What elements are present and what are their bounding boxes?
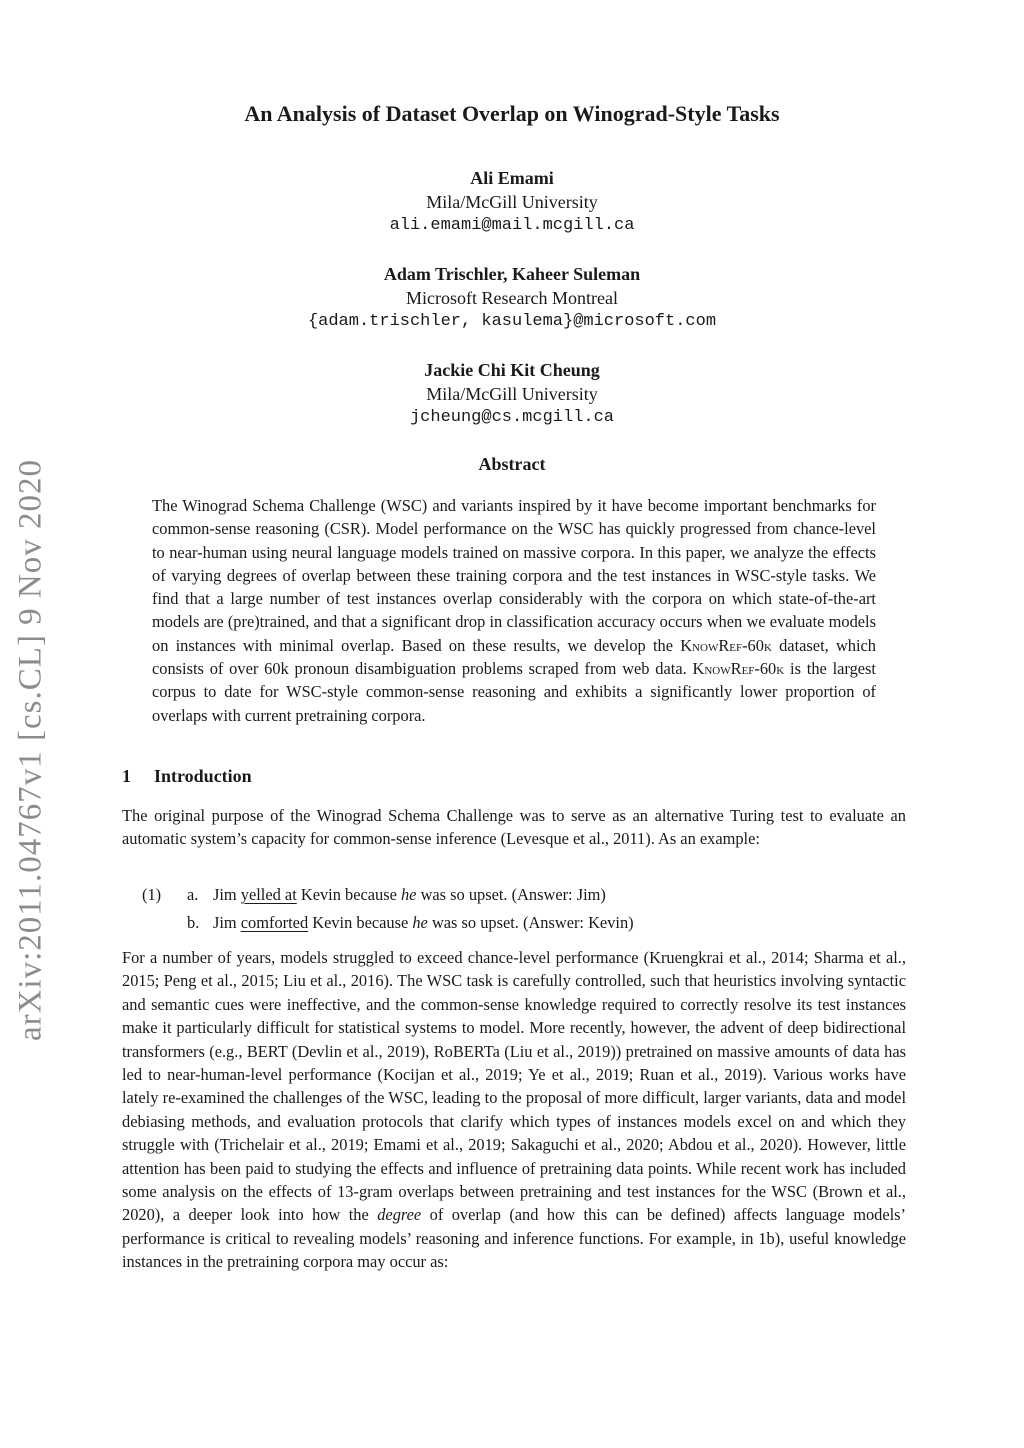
arxiv-stamp-text: arXiv:2011.04767v1 [cs.CL] 9 Nov 2020 [12, 458, 49, 1042]
abstract-heading: Abstract [478, 454, 546, 474]
example-pronoun: he [412, 913, 428, 932]
section-heading [122, 766, 252, 787]
abstract-text: The Winograd Schema Challenge (WSC) and variants inspired by it have become important benchmarks for common-sense reasoning (CSR). Model performance on the WSC has quickly progressed from chance-level to near-human using neural language models trained on massive corpora. In this paper, we analyze the effects of varying degrees of overlap between these training corpora and the test instances in WSC-style tasks. We find that a large number of test instances overlap considerably with the corpora on which state-of-the-art models are (pre)trained, and that a significant drop in classification accuracy occurs when we evaluate models on instances with minimal overlap. Based on these results, we develop the KnowRef-60k dataset, which consists of over 60k pronoun disambiguation problems scraped from web data. KnowRef-60k is the largest corpus to date for WSC-style common-sense reasoning and exhibits a significantly lower proportion of overlaps with current pretraining corpora. [152, 496, 876, 725]
dataset-name: KnowRef-60k [680, 635, 772, 655]
author-email: jcheung@cs.mcgill.ca [409, 408, 615, 427]
author-name: Adam Trischler, Kaheer Suleman [383, 264, 641, 284]
intro-paragraph-1: The original purpose of the Winograd Schema Challenge was to serve as an alternative Turing test to evaluate an automatic system’s capacity for common-sense inference (Levesque et al., 2011). As an example: [122, 806, 906, 849]
author-email: {adam.trischler, kasulema}@microsoft.com [307, 312, 717, 331]
example-verb: yelled at [240, 885, 297, 904]
author-email: ali.emami@mail.mcgill.ca [389, 216, 635, 235]
example-sentence: Jim yelled at Kevin because he was so upset. (Answer: Jim) [213, 885, 606, 904]
author-block-3 [0, 358, 1024, 430]
example-label: a. [187, 885, 199, 904]
author-affiliation: Mila/McGill University [426, 192, 598, 212]
example-label: b. [187, 913, 200, 932]
author-block-1 [0, 166, 1024, 238]
example-pronoun: he [400, 885, 417, 904]
author-block-2 [0, 262, 1024, 334]
author-name: Ali Emami [470, 168, 554, 188]
dataset-name: KnowRef-60k [692, 659, 785, 679]
author-affiliation: Mila/McGill University [426, 384, 598, 404]
intro-paragraph-2: For a number of years, models struggled to exceed chance-level performance (Kruengkrai et al., 2014; Sharma et al., 2015; Peng et al., 2015; Liu et al., 2016). The WSC task is carefully controlled, such that heuristics involving syntactic and semantic cues were ineffective, and the common-sense knowledge required to correctly resolve its test instances make it particularly difficult for statistical systems to model. More recently, however, the advent of deep bidirectional transformers (e.g., BERT (Devlin et al., 2019), RoBERTa (Liu et al., 2019)) pretrained on massive amounts of data has led to near-human-level performance (Kocijan et al., 2019; Ye et al., 2019; Ruan et al., 2019). Various works have lately re-examined the challenges of the WSC, leading to the proposal of more difficult, larger variants, data and model debiasing methods, and evaluation protocols that clarify which types of instances models excel on and which they struggle with (Trichelair et al., 2019; Emami et al., 2019; Sakaguchi et al., 2020; Abdou et al., 2020). However, little attention has been paid to studying the effects and influence of pretraining data points. While recent work has included some analysis on the effects of 13-gram overlaps between pretraining and test instances for the WSC (Brown et al., 2020), a deeper look into how the degree of overlap (and how this can be defined) affects language models’ performance is critical to revealing models’ reasoning and inference functions. For example, in 1b), useful knowledge instances in the pretraining corpora may occur as: [122, 948, 906, 1272]
arxiv-stamp [2, 455, 60, 1045]
paper-title: An Analysis of Dataset Overlap on Winograd-Style Tasks [244, 101, 780, 126]
author-affiliation: Microsoft Research Montreal [406, 288, 618, 308]
example-number: (1) [142, 885, 162, 904]
example-sentence: Jim comforted Kevin because he was so upset. (Answer: Kevin) [213, 913, 634, 932]
example-verb: comforted [240, 913, 309, 932]
section-title: Introduction [154, 766, 252, 786]
author-name: Jackie Chi Kit Cheung [424, 360, 600, 380]
section-number: 1 [122, 766, 131, 786]
emphasis-degree: degree [377, 1205, 422, 1225]
